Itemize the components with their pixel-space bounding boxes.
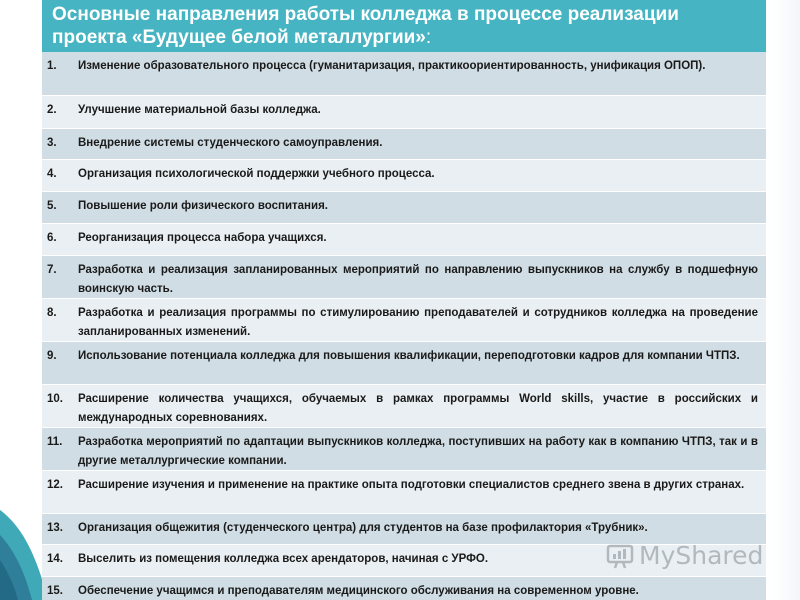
table-row — [42, 577, 766, 600]
table-row — [42, 192, 766, 224]
table-row — [42, 342, 766, 385]
title-line-1: Основные направления работы колледжа в процессе реализации — [52, 4, 679, 25]
item-text: Расширение изучения и применение на практике опыта подготовки специалистов среднего звена в других странах. — [78, 479, 745, 491]
item-number: 4. — [47, 168, 57, 180]
watermark-text: MyShared — [639, 540, 764, 570]
directions-table — [42, 52, 766, 600]
item-text: Обеспечение учащимся и преподавателям медицинского обслуживания на современном уровне. — [78, 585, 639, 597]
title-line-2 — [52, 26, 756, 49]
watermark — [605, 538, 763, 572]
decorative-strip — [772, 0, 800, 600]
table-row — [42, 160, 766, 192]
item-number: 13. — [47, 522, 63, 534]
table-row — [42, 129, 766, 160]
myshared-logo-icon — [605, 540, 635, 570]
item-text: Повышение роли физического воспитания. — [78, 200, 328, 212]
slide-title — [42, 0, 766, 52]
item-text: Реорганизация процесса набора учащихся. — [78, 232, 327, 244]
title-line-2-text: проекта «Будущее белой металлургии» — [52, 27, 426, 48]
item-text: Организация общежития (студенческого центра) для студентов на базе профилактория «Трубник». — [78, 522, 648, 534]
item-text: Выселить из помещения колледжа всех арендаторов, начиная с УРФО. — [78, 553, 489, 565]
item-number: 5. — [47, 200, 57, 212]
item-number: 11. — [47, 436, 63, 448]
item-text: Организация психологической поддержки учебного процесса. — [78, 168, 435, 180]
item-number: 3. — [47, 137, 57, 149]
item-number: 6. — [47, 232, 57, 244]
table-row — [42, 299, 766, 342]
item-text: Разработка и реализация запланированных мероприятий по направлению выпускников на службу в подшефную воинскую часть. — [78, 264, 758, 295]
table-row — [42, 471, 766, 514]
item-text: Использование потенциала колледжа для повышения квалификации, переподготовки кадров для компании ЧТПЗ. — [78, 350, 740, 362]
item-text: Изменение образовательного процесса (гуманитаризация, практикоориентированность, унификация ОПОП). — [78, 60, 706, 72]
item-number: 10. — [47, 393, 63, 405]
table-row — [42, 224, 766, 256]
item-number: 12. — [47, 479, 63, 491]
item-text: Разработка и реализация программы по стимулированию преподавателей и сотрудников колледжа на проведение запланированных изменений. — [78, 307, 758, 338]
item-text: Разработка мероприятий по адаптации выпускников колледжа, поступивших на работу как в компанию ЧТПЗ, так и в другие металлургические компании. — [78, 436, 758, 467]
item-text: Расширение количества учащихся, обучаемых в рамках программы World skills, участие в российских и международных соревнованиях. — [78, 393, 758, 424]
item-number: 2. — [47, 104, 57, 116]
table-row — [42, 385, 766, 428]
item-number: 14. — [47, 553, 63, 565]
item-text: Внедрение системы студенческого самоуправления. — [78, 137, 383, 149]
table-row — [42, 96, 766, 129]
item-number: 8. — [47, 307, 57, 319]
title-line-2-suffix: : — [425, 27, 432, 48]
table-row — [42, 428, 766, 471]
item-text: Улучшение материальной базы колледжа. — [78, 104, 321, 116]
table-row — [42, 256, 766, 299]
item-number: 15. — [47, 585, 63, 597]
item-number: 7. — [47, 264, 57, 276]
table-row — [42, 52, 766, 96]
item-number: 9. — [47, 350, 57, 362]
item-number: 1. — [47, 60, 57, 72]
